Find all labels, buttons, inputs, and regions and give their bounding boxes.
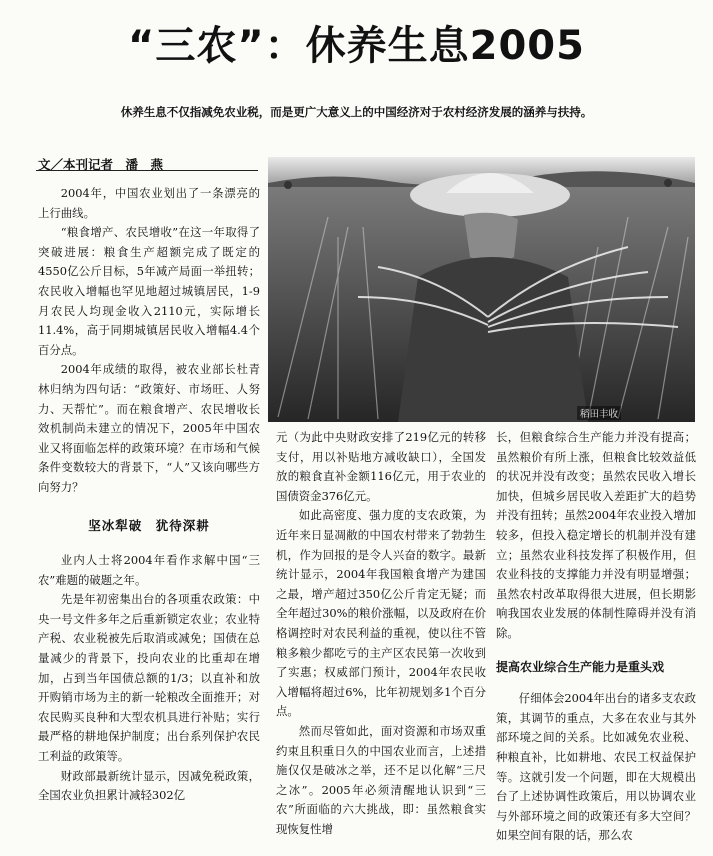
column-1 — [38, 184, 260, 806]
paragraph: 业内人士将2004年看作求解中国“三农”难题的破题之年。 — [38, 553, 260, 587]
article-title: “三农”：休养生息2005 — [128, 23, 585, 69]
paragraph: 如此高密度、强力度的支农政策，为近年来日显凋敝的中国农村带来了勃勃生机，作为回报的是令人兴奋的数字。最新统计显示，2004年我国粮食增产为建国之最，增产超过350亿公斤肯定无疑；而全年超过30%的粮价涨幅，以及政府在价格调控时对农民利益的重视，使以往不管粮多粮少都吃亏的主产区农民第一次收到了实惠；权威部门预计，2004年农民收入增幅将超过6%，比年初规划多1个百分点。 — [276, 508, 486, 719]
paragraph: 财政部最新统计显示，因减免税政策，全国农业负担累计减轻302亿 — [38, 768, 260, 803]
paragraph: 长，但粮食综合生产能力并没有提高；虽然粮价有所上涨，但粮食比较效益低的状况并没有改变；虽然农民收入增长加快，但城乡居民收入差距扩大的趋势并没有扭转；虽然2004年农业投入增加较多，但投入稳定增长的机制并没有建立；虽然农业科技发挥了积极作用，但农业科技的支撑能力并没有明显增强；虽然农村改革取得很大进展，但长期影响我国农业发展的体制性障碍并没有消除。 — [496, 430, 696, 640]
farmer-photo — [268, 157, 695, 422]
photo-caption: 稻田丰收 — [577, 406, 621, 420]
section-heading: 坚冰犁破 犹待深耕 — [88, 517, 210, 533]
paragraph: 然而尽管如此，面对资源和市场双重约束且积重日久的中国农业而言，上述措施仅仅是破冰之举，还不足以化解“三尺之冰”。2005年必须清醒地认识到“三农”所面临的六大挑战，即：虽然粮食实现恢复性增 — [276, 723, 486, 836]
byline: 文／本刊记者 潘 燕 — [38, 157, 164, 172]
paragraph: 先是年初密集出台的各项重农政策：中央一号文件多年之后重新锁定农业；农业特产税、农业税被先后取消或减免；国债在总量减少的背景下，投向农业的比重却在增加，占到当年国债总额的1/3；以直补和放开购销市场为主的新一轮粮改全面推开；对农民购买良种和大型农机具进行补贴；实行最严格的耕地保护制度；出台系列保护农民工利益的政策等。 — [38, 592, 260, 764]
section-heading: 提高农业综合生产能力是重头戏 — [496, 659, 665, 674]
article-deck: 休养生息不仅指减免农业税，而是更广大意义上的中国经济对于农村经济发展的涵养与扶持。 — [120, 105, 593, 119]
paragraph: “粮食增产、农民增收”在这一年取得了突破进展：粮食生产超额完成了既定的4550亿公斤目标，5年减产局面一举扭转；农民收入增幅也罕见地超过城镇居民，1-9月农民人均现金收入2110元，实际增长11.4%，高于同期城镇居民收入增幅4.4个百分点。 — [38, 225, 260, 357]
paragraph: 2004年成绩的取得，被农业部长杜青林归纳为四句话：“政策好、市场旺、人努力、天帮忙”。而在粮食增产、农民增收长效机制尚未建立的情况下，2005年中国农业又将面临怎样的政策环境？在市场和气候条件变数较大的背景下，“人”又该向哪些方向努力？ — [38, 362, 260, 494]
paragraph: 仔细体会2004年出台的诸多支农政策，其调节的重点，大多在农业与其外部环境之间的关系。比如减免农业税、种粮直补，比如耕地、农民工权益保护等。这就引发一个问题，即在大规模出台了上述协调性政策后，用以协调农业与外部环境之间的政策还有多大空间？如果空间有限的话，那么农 — [496, 691, 696, 843]
paragraph: 2004年，中国农业划出了一条漂亮的上行曲线。 — [38, 186, 260, 220]
farmer-illustration — [268, 157, 695, 422]
paragraph: 元（为此中央财政安排了219亿元的转移支付，用以补贴地方减收缺口），全国发放的粮食直补金额116亿元，用于农业的国债资金376亿元。 — [276, 430, 486, 503]
column-3 — [496, 428, 696, 846]
byline-rule — [36, 170, 258, 171]
column-2 — [276, 428, 486, 839]
